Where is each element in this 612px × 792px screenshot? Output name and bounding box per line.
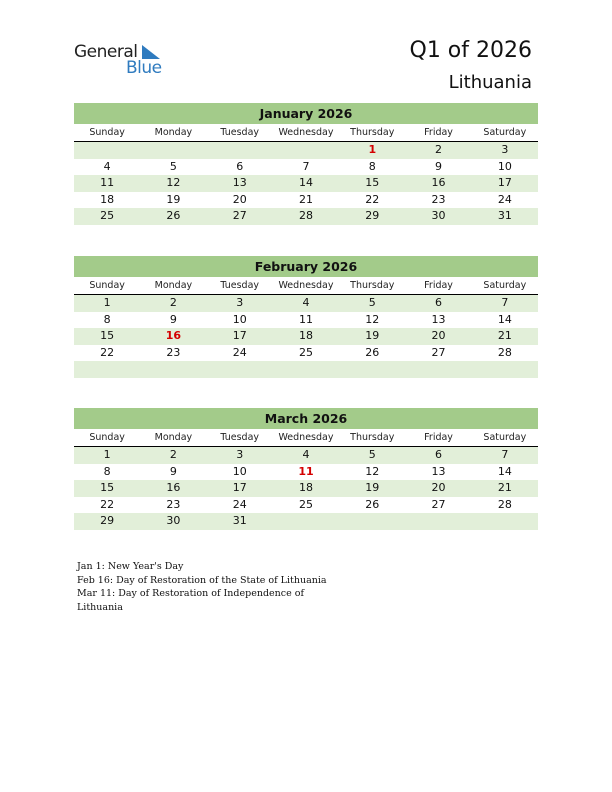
day-cell: 21 bbox=[497, 329, 512, 342]
week-row bbox=[74, 312, 538, 329]
weekday-label: Thursday bbox=[350, 280, 395, 291]
month-calendar bbox=[74, 103, 538, 225]
weekday-label: Saturday bbox=[483, 127, 527, 138]
day-cell: 3 bbox=[236, 296, 244, 309]
day-cell: 9 bbox=[169, 312, 177, 326]
week-row bbox=[74, 208, 538, 225]
day-cell: 10 bbox=[232, 464, 247, 478]
day-cell: 14 bbox=[497, 464, 512, 478]
weekday-label: Wednesday bbox=[278, 432, 334, 443]
day-cell: 14 bbox=[298, 176, 313, 189]
day-cell: 26 bbox=[365, 497, 380, 511]
weekday-label: Sunday bbox=[89, 432, 125, 443]
day-cell: 8 bbox=[103, 312, 111, 326]
weekday-label: Tuesday bbox=[220, 127, 260, 138]
weekday-label: Thursday bbox=[350, 127, 395, 138]
weekday-header-row bbox=[74, 277, 538, 295]
day-cell: 15 bbox=[100, 481, 115, 494]
day-cell bbox=[273, 513, 339, 530]
day-cell: 16 bbox=[431, 176, 446, 189]
day-cell: 24 bbox=[497, 192, 512, 206]
month-title: March 2026 bbox=[74, 408, 538, 429]
day-cell: 3 bbox=[236, 448, 244, 461]
day-cell: 17 bbox=[497, 176, 512, 189]
week-row bbox=[74, 497, 538, 514]
week-row bbox=[74, 480, 538, 497]
holiday-day-cell: 11 bbox=[298, 464, 314, 478]
day-cell: 1 bbox=[103, 296, 111, 309]
logo bbox=[74, 42, 174, 78]
day-cell: 31 bbox=[497, 209, 512, 222]
weekday-label: Monday bbox=[154, 432, 193, 443]
logo-text-blue: Blue bbox=[126, 58, 162, 78]
day-cell: 18 bbox=[100, 192, 115, 206]
day-cell: 27 bbox=[431, 497, 446, 511]
day-cell: 1 bbox=[103, 448, 111, 461]
day-cell: 28 bbox=[298, 209, 313, 222]
week-row bbox=[74, 192, 538, 209]
day-cell: 25 bbox=[298, 497, 313, 511]
day-cell: 22 bbox=[100, 497, 115, 511]
day-cell: 23 bbox=[431, 192, 446, 206]
day-cell: 12 bbox=[365, 464, 380, 478]
day-cell bbox=[140, 361, 206, 378]
day-cell: 17 bbox=[232, 481, 247, 494]
weekday-label: Friday bbox=[424, 432, 453, 443]
month-title: January 2026 bbox=[74, 103, 538, 124]
weekday-label: Saturday bbox=[483, 432, 527, 443]
month-calendar bbox=[74, 256, 538, 378]
day-cell: 19 bbox=[365, 329, 380, 342]
weekday-label: Wednesday bbox=[278, 280, 334, 291]
day-cell: 18 bbox=[298, 481, 313, 494]
day-cell: 24 bbox=[232, 497, 247, 511]
day-cell: 7 bbox=[501, 448, 509, 461]
day-cell: 23 bbox=[166, 345, 181, 359]
weekday-header-row bbox=[74, 429, 538, 447]
holiday-notes bbox=[77, 560, 337, 614]
day-cell: 11 bbox=[100, 176, 115, 189]
day-cell bbox=[472, 513, 538, 530]
day-cell: 23 bbox=[166, 497, 181, 511]
weekday-label: Monday bbox=[154, 127, 193, 138]
week-row bbox=[74, 513, 538, 530]
day-cell: 3 bbox=[501, 143, 509, 156]
day-cell: 19 bbox=[365, 481, 380, 494]
day-cell: 27 bbox=[431, 345, 446, 359]
week-row bbox=[74, 159, 538, 176]
day-cell: 15 bbox=[100, 329, 115, 342]
week-row bbox=[74, 345, 538, 362]
weekday-label: Tuesday bbox=[220, 280, 260, 291]
day-cell: 2 bbox=[169, 448, 177, 461]
weekday-header-row bbox=[74, 124, 538, 142]
day-cell: 12 bbox=[166, 176, 181, 189]
day-cell bbox=[339, 513, 405, 530]
holiday-note: Lithuania bbox=[77, 601, 123, 613]
holiday-note: Mar 11: Day of Restoration of Independence of bbox=[77, 588, 304, 599]
day-cell: 22 bbox=[365, 192, 380, 206]
day-cell: 13 bbox=[232, 176, 247, 189]
day-cell: 7 bbox=[501, 296, 509, 309]
week-row bbox=[74, 464, 538, 481]
weekday-label: Saturday bbox=[483, 280, 527, 291]
day-cell: 8 bbox=[368, 159, 376, 173]
day-cell: 28 bbox=[497, 345, 512, 359]
week-row bbox=[74, 361, 538, 378]
day-cell: 4 bbox=[302, 448, 310, 461]
weekday-label: Sunday bbox=[89, 280, 125, 291]
weekday-label: Thursday bbox=[350, 432, 395, 443]
holiday-note: Feb 16: Day of Restoration of the State of Lithuania bbox=[77, 574, 327, 586]
day-cell: 9 bbox=[435, 159, 443, 173]
day-cell bbox=[140, 142, 206, 159]
day-cell: 27 bbox=[232, 209, 247, 222]
weekday-label: Monday bbox=[154, 280, 193, 291]
day-cell: 5 bbox=[368, 448, 376, 461]
week-row bbox=[74, 175, 538, 192]
day-cell: 4 bbox=[103, 159, 111, 173]
day-cell: 6 bbox=[435, 448, 443, 461]
day-cell: 10 bbox=[232, 312, 247, 326]
day-cell: 5 bbox=[169, 159, 177, 173]
day-cell: 19 bbox=[166, 192, 181, 206]
weekday-label: Sunday bbox=[89, 127, 125, 138]
day-cell: 15 bbox=[365, 176, 380, 189]
week-row bbox=[74, 295, 538, 312]
day-cell: 6 bbox=[236, 159, 244, 173]
week-row bbox=[74, 142, 538, 159]
day-cell: 5 bbox=[368, 296, 376, 309]
day-cell: 30 bbox=[431, 209, 446, 222]
day-cell: 16 bbox=[166, 481, 181, 494]
week-row bbox=[74, 328, 538, 345]
day-cell: 13 bbox=[431, 464, 446, 478]
day-cell: 20 bbox=[431, 329, 446, 342]
day-cell bbox=[207, 361, 273, 378]
day-cell bbox=[273, 142, 339, 159]
weekday-label: Wednesday bbox=[278, 127, 334, 138]
day-cell: 28 bbox=[497, 497, 512, 511]
weekday-label: Tuesday bbox=[220, 432, 260, 443]
holiday-day-cell: 1 bbox=[368, 143, 377, 156]
country-name: Lithuania bbox=[448, 72, 532, 93]
day-cell: 10 bbox=[497, 159, 512, 173]
logo-text-general: General bbox=[74, 42, 138, 62]
day-cell bbox=[405, 513, 471, 530]
day-cell bbox=[74, 142, 140, 159]
day-cell bbox=[472, 361, 538, 378]
day-cell: 20 bbox=[232, 192, 247, 206]
weekday-label: Friday bbox=[424, 280, 453, 291]
holiday-note: Jan 1: New Year's Day bbox=[77, 561, 184, 572]
day-cell: 24 bbox=[232, 345, 247, 359]
page-title: Q1 of 2026 bbox=[409, 38, 532, 63]
holiday-day-cell: 16 bbox=[165, 329, 182, 342]
day-cell: 6 bbox=[435, 296, 443, 309]
day-cell bbox=[339, 361, 405, 378]
month-title: February 2026 bbox=[74, 256, 538, 277]
day-cell: 25 bbox=[298, 345, 313, 359]
day-cell: 11 bbox=[298, 312, 313, 326]
week-row bbox=[74, 447, 538, 464]
day-cell: 12 bbox=[365, 312, 380, 326]
day-cell: 26 bbox=[365, 345, 380, 359]
day-cell: 4 bbox=[302, 296, 310, 309]
day-cell bbox=[273, 361, 339, 378]
day-cell: 22 bbox=[100, 345, 115, 359]
day-cell: 14 bbox=[497, 312, 512, 326]
day-cell: 26 bbox=[166, 209, 181, 222]
day-cell: 31 bbox=[232, 514, 247, 527]
day-cell bbox=[74, 361, 140, 378]
day-cell bbox=[207, 142, 273, 159]
day-cell: 29 bbox=[100, 514, 115, 527]
day-cell: 8 bbox=[103, 464, 111, 478]
weekday-label: Friday bbox=[424, 127, 453, 138]
day-cell: 21 bbox=[497, 481, 512, 494]
day-cell: 21 bbox=[298, 192, 313, 206]
day-cell bbox=[405, 361, 471, 378]
month-calendar bbox=[74, 408, 538, 530]
day-cell: 29 bbox=[365, 209, 380, 222]
day-cell: 30 bbox=[166, 514, 181, 527]
day-cell: 7 bbox=[302, 159, 310, 173]
day-cell: 2 bbox=[435, 143, 443, 156]
day-cell: 20 bbox=[431, 481, 446, 494]
day-cell: 25 bbox=[100, 209, 115, 222]
day-cell: 2 bbox=[169, 296, 177, 309]
day-cell: 17 bbox=[232, 329, 247, 342]
day-cell: 18 bbox=[298, 329, 313, 342]
day-cell: 13 bbox=[431, 312, 446, 326]
day-cell: 9 bbox=[169, 464, 177, 478]
